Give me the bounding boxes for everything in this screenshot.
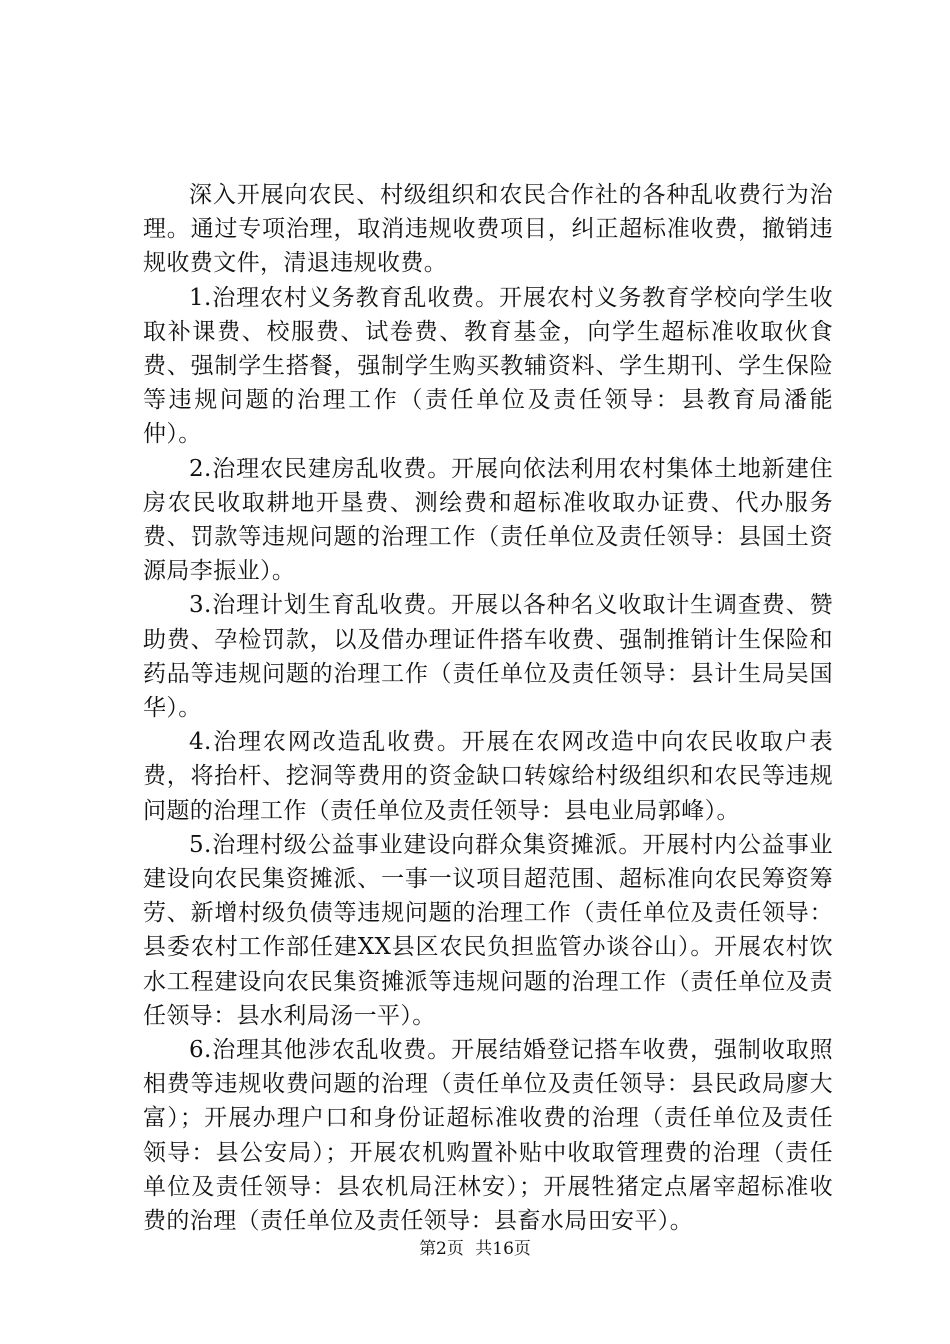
paragraph-item-4: 4.治理农网改造乱收费。开展在农网改造中向农民收取户表费，将抬杆、挖洞等费用的资金缺口转嫁给村级组织和农民等违规问题的治理工作（责任单位及责任领导：县电业局郭峰）。 xyxy=(143,729,833,824)
paragraph-item-3: 3.治理计划生育乱收费。开展以各种名义收取计生调查费、赞助费、孕检罚款，以及借办理证件搭车收费、强制推销计生保险和药品等违规问题的治理工作（责任单位及责任领导：县计生局吴国华）。 xyxy=(143,592,833,722)
page-number: 第2页 xyxy=(419,1239,464,1259)
page-footer xyxy=(0,1238,950,1260)
paragraph-item-5: 5.治理村级公益事业建设向群众集资摊派。开展村内公益事业建设向农民集资摊派、一事一议项目超范围、超标准向农民筹资筹劳、新增村级负债等违规问题的治理工作（责任单位及责任领导：县委农村工作部任建XX县区农民负担监管办谈谷山）。开展农村饮水工程建设向农民集资摊派等违规问题的治理工作（责任单位及责任领导：县水利局汤一平）。 xyxy=(143,831,833,1029)
paragraph-item-2: 2.治理农民建房乱收费。开展向依法利用农村集体土地新建住房农民收取耕地开垦费、测绘费和超标准收取办证费、代办服务费、罚款等违规问题的治理工作（责任单位及责任领导：县国土资源局李振业）。 xyxy=(143,455,833,585)
page-total: 共16页 xyxy=(475,1239,531,1259)
paragraph-item-1: 1.治理农村义务教育乱收费。开展农村义务教育学校向学生收取补课费、校服费、试卷费、教育基金，向学生超标准收取伙食费、强制学生搭餐，强制学生购买教辅资料、学生期刊、学生保险等违规问题的治理工作（责任单位及责任领导：县教育局潘能仲）。 xyxy=(143,284,833,448)
paragraph-item-6: 6.治理其他涉农乱收费。开展结婚登记搭车收费，强制收取照相费等违规收费问题的治理（责任单位及责任领导：县民政局廖大富）；开展办理户口和身份证超标准收费的治理（责任单位及责任领导：县公安局）；开展农机购置补贴中收取管理费的治理（责任单位及责任领导：县农机局汪林安）；开展牲猪定点屠宰超标准收费的治理（责任单位及责任领导：县畜水局田安平）。 xyxy=(143,1037,833,1235)
document-body xyxy=(143,178,833,1238)
paragraph-intro: 深入开展向农民、村级组织和农民合作社的各种乱收费行为治理。通过专项治理，取消违规收费项目，纠正超标准收费，撤销违规收费文件，清退违规收费。 xyxy=(143,182,833,277)
